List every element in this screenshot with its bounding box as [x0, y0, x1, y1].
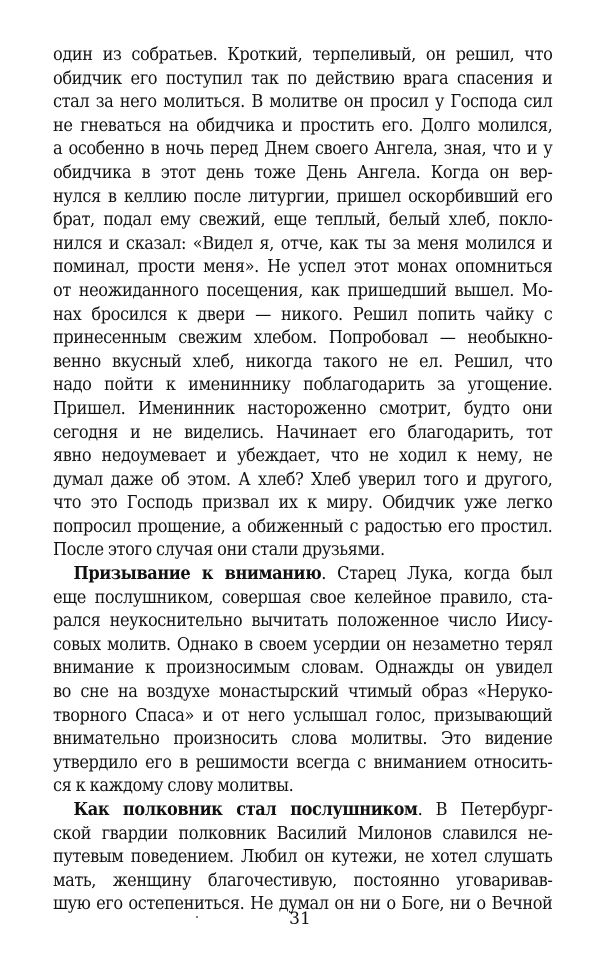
text-line: Пришел. Именинник настороженно смотрит, будто они [53, 398, 553, 419]
section-heading-polkovnik: Как полковник стал послушником [73, 800, 418, 820]
text-line: попросил прощение, а обиженный с радостью его простил. [53, 516, 553, 537]
text-line: рался неукоснительно вычитать положенное число Иису- [53, 611, 553, 632]
text-line: ской гвардии полковник Василий Милонов славился не- [53, 823, 553, 844]
section-heading-continuation: . Старец Лука, когда был [321, 564, 553, 585]
text-line: творного Спаса» и от него услышал голос, призывающий [53, 705, 553, 726]
text-line: еще послушником, совершая свое келейное правило, ста- [53, 587, 553, 608]
text-line: внимание к произносимым словам. Однажды он увидел [53, 658, 553, 679]
text-line: обидчик его поступил так по действию врага спасения и [53, 68, 553, 89]
section-heading-line [53, 799, 552, 823]
text-line: а особенно в ночь перед Днем своего Ангела, зная, что и у [53, 139, 553, 160]
text-line: нах бросился к двери — никого. Решил попить чайку с [53, 304, 553, 325]
text-line: надо пойти к имениннику поблагодарить за угощение. [53, 375, 553, 396]
text-line: внимательно произносить слова молитвы. Это видение [53, 729, 553, 750]
section-heading-line [53, 563, 552, 587]
text-line: утвердило его в решимости всегда с вниманием относить- [53, 752, 553, 773]
text-line: путевым поведением. Любил он кутежи, не хотел слушать [53, 847, 553, 868]
text-line: После этого случая они стали друзьями. [53, 540, 385, 561]
text-line: во сне на воздухе монастырский чтимый образ «Неруко- [53, 682, 553, 703]
text-line: шую его остепениться. Не думал он ни о Боге, ни о Вечной [53, 894, 553, 915]
section-heading-continuation: . В Петербург- [417, 800, 553, 820]
text-line: думал даже об этом. А хлеб? Хлеб уверил того и другого, [53, 469, 553, 490]
page-number: 31 [289, 909, 311, 929]
text-line: сегодня и не виделись. Начинает его благодарить, тот [53, 422, 553, 443]
text-line: от неожиданного посещения, как пришедший вышел. Мо- [53, 280, 553, 301]
text-line: один из собратьев. Кроткий, терпеливый, он решил, что [53, 45, 553, 65]
text-line: не гневаться на обидчика и простить его. Долго молился, [53, 115, 553, 136]
text-line: что это Господь призвал их к миру. Обидчик уже легко [53, 493, 553, 514]
text-line: мать, женщину благочестивую, постоянно уговаривав- [53, 870, 553, 891]
book-page-text [53, 44, 553, 917]
text-line: нулся в келлию после литургии, пришел оскорбивший его [53, 186, 553, 207]
text-line: совых молитв. Однако в своем усердии он незаметно терял [53, 634, 553, 655]
section-heading-prizyvanie: Призывание к вниманию [73, 564, 322, 585]
text-line: ся к каждому слову молитвы. [53, 776, 294, 797]
text-line: поминал, прости меня». Не успел этот монах опомниться [53, 257, 553, 278]
text-line: стал за него молиться. В молитве он просил у Господа сил [53, 92, 553, 113]
text-line: брат, подал ему свежий, еще теплый, белый хлеб, покло- [53, 210, 553, 231]
text-line: явно недоумевает и убеждает, что не ходил к нему, не [53, 446, 553, 467]
text-line: венно вкусный хлеб, никогда такого не ел. Решил, что [53, 351, 553, 372]
text-line: принесенным свежим хлебом. Попробовал — необыкно- [53, 328, 553, 349]
text-line: нился и сказал: «Видел я, отче, как ты за меня молился и [53, 233, 553, 254]
text-line: обидчика в этот день тоже День Ангела. Когда он вер- [53, 162, 553, 183]
